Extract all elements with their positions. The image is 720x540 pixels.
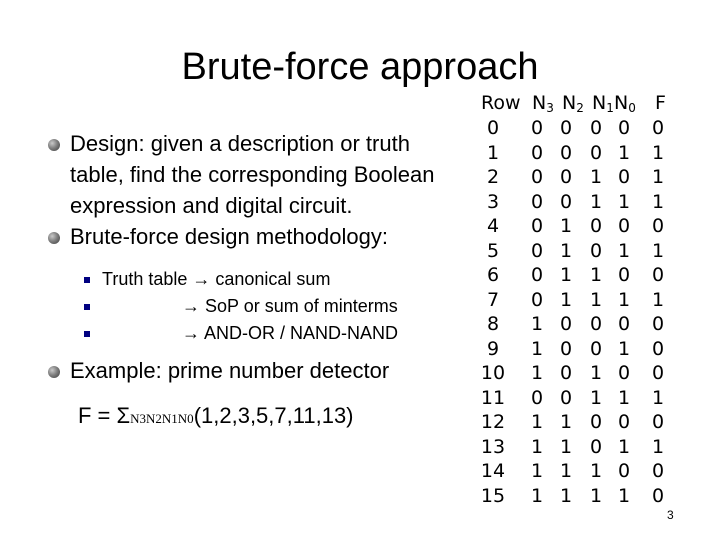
table-cell: 1: [486, 141, 500, 164]
table-cell: 0: [617, 264, 631, 286]
table-cell: 7: [486, 288, 500, 311]
slide-body: [48, 128, 458, 434]
table-cell: 1: [530, 411, 544, 433]
table-cell: 0: [651, 484, 665, 507]
table-cell: 0: [617, 460, 631, 482]
n0-column: [614, 116, 634, 508]
header-n2: $N_2$: [562, 92, 584, 115]
table-cell: 1: [530, 337, 544, 360]
f-column: [648, 116, 668, 508]
table-cell: 0: [651, 411, 665, 433]
table-cell: 10: [480, 362, 506, 384]
table-cell: 1: [559, 264, 573, 286]
table-cell: 1: [589, 484, 603, 507]
bullet-design: [48, 128, 458, 221]
table-cell: 1: [559, 215, 573, 237]
table-cell: 1: [589, 166, 603, 188]
bullet-dot-icon: [48, 139, 60, 151]
formula-args: (1,2,3,5,7,11,13): [193, 403, 354, 428]
table-cell: 0: [530, 386, 544, 409]
step-item: [48, 293, 458, 320]
table-cell: 0: [617, 215, 631, 237]
table-cell: 0: [589, 117, 603, 139]
table-cell: 0: [617, 362, 631, 384]
bullet-dot-icon: [48, 366, 60, 378]
table-cell: 0: [651, 313, 665, 335]
table-cell: 1: [651, 141, 665, 164]
table-cell: 1: [559, 411, 573, 433]
table-cell: 0: [530, 190, 544, 213]
table-cell: 1: [617, 484, 631, 507]
header-n3: $N_3$: [532, 92, 554, 115]
bullet-example-text: Example: prime number detector: [70, 358, 390, 383]
table-cell: 0: [530, 215, 544, 237]
bullet-methodology: [48, 221, 458, 252]
table-cell: 0: [559, 313, 573, 335]
table-cell: 1: [617, 386, 631, 409]
table-cell: 6: [486, 264, 500, 286]
table-cell: 0: [589, 411, 603, 433]
row-number-column: [478, 116, 508, 508]
table-cell: 0: [559, 190, 573, 213]
table-cell: 0: [589, 239, 603, 262]
table-cell: 0: [559, 386, 573, 409]
table-cell: 1: [651, 435, 665, 458]
formula-subscript: N3N2N1N0: [130, 411, 194, 426]
table-cell: 1: [651, 166, 665, 188]
table-cell: 1: [617, 239, 631, 262]
step-item: [48, 320, 458, 347]
table-cell: 0: [617, 117, 631, 139]
square-bullet-icon: [84, 304, 90, 310]
table-cell: 1: [559, 484, 573, 507]
table-cell: 1: [589, 264, 603, 286]
table-cell: 0: [617, 411, 631, 433]
table-cell: 0: [651, 460, 665, 482]
table-cell: 0: [530, 288, 544, 311]
table-cell: 0: [651, 215, 665, 237]
table-cell: 0: [486, 117, 500, 139]
table-cell: 3: [486, 190, 500, 213]
table-cell: 12: [480, 411, 506, 433]
table-cell: 1: [559, 239, 573, 262]
table-cell: 1: [651, 239, 665, 262]
table-cell: 14: [480, 460, 506, 482]
table-cell: 0: [530, 141, 544, 164]
table-cell: 1: [589, 362, 603, 384]
page-number: 3: [667, 508, 674, 522]
table-cell: 1: [530, 460, 544, 482]
table-cell: 0: [559, 141, 573, 164]
table-cell: 0: [589, 435, 603, 458]
table-cell: 13: [480, 435, 506, 458]
table-cell: 1: [589, 460, 603, 482]
step-text: Truth table → canonical sum: [102, 269, 331, 289]
step-text: → AND-OR / NAND-NAND: [182, 323, 399, 343]
bullet-example: [48, 355, 458, 386]
table-cell: 0: [530, 166, 544, 188]
table-cell: 1: [589, 386, 603, 409]
table-cell: 0: [651, 362, 665, 384]
methodology-steps: [48, 266, 458, 347]
table-cell: 1: [651, 386, 665, 409]
table-cell: 8: [486, 313, 500, 335]
table-cell: 1: [589, 190, 603, 213]
table-cell: 11: [480, 386, 506, 409]
minterm-formula: [48, 400, 458, 434]
formula-lhs: F = Σ: [78, 403, 131, 428]
table-cell: 5: [486, 239, 500, 262]
table-cell: 0: [651, 337, 665, 360]
square-bullet-icon: [84, 277, 90, 283]
table-cell: 1: [589, 288, 603, 311]
table-cell: 0: [589, 215, 603, 237]
table-cell: 0: [559, 117, 573, 139]
table-cell: 9: [486, 337, 500, 360]
table-cell: 0: [559, 337, 573, 360]
table-cell: 4: [486, 215, 500, 237]
bullet-design-text: Design: given a description or truth table, find the corresponding Boolean expression and digital circuit.: [70, 131, 435, 218]
step-item: [48, 266, 458, 293]
table-cell: 1: [559, 435, 573, 458]
table-cell: 0: [651, 264, 665, 286]
header-f: F: [655, 92, 666, 114]
slide-title: Brute-force approach: [181, 46, 539, 88]
table-cell: 1: [617, 435, 631, 458]
table-cell: 1: [617, 141, 631, 164]
header-row: Row: [481, 92, 521, 114]
n1-column: [586, 116, 606, 508]
table-cell: 2: [486, 166, 500, 188]
table-cell: 0: [530, 264, 544, 286]
step-text: → SoP or sum of minterms: [182, 296, 398, 316]
table-cell: 1: [651, 288, 665, 311]
bullet-dot-icon: [48, 232, 60, 244]
table-cell: 0: [559, 166, 573, 188]
table-cell: 1: [559, 460, 573, 482]
table-cell: 1: [617, 288, 631, 311]
table-cell: 1: [530, 435, 544, 458]
table-cell: 1: [530, 313, 544, 335]
n2-column: [556, 116, 576, 508]
table-cell: 1: [530, 362, 544, 384]
table-cell: 1: [651, 190, 665, 213]
table-cell: 0: [589, 337, 603, 360]
table-cell: 0: [651, 117, 665, 139]
table-cell: 15: [480, 484, 506, 507]
table-cell: 0: [530, 117, 544, 139]
table-cell: 1: [530, 484, 544, 507]
table-cell: 1: [617, 190, 631, 213]
table-cell: 0: [559, 362, 573, 384]
table-cell: 0: [617, 166, 631, 188]
table-cell: 0: [617, 313, 631, 335]
square-bullet-icon: [84, 331, 90, 337]
table-cell: 0: [530, 239, 544, 262]
table-cell: 1: [617, 337, 631, 360]
table-cell: 0: [589, 141, 603, 164]
header-n0: $N_0$: [614, 92, 636, 115]
n3-column: [527, 116, 547, 508]
bullet-methodology-text: Brute-force design methodology:: [70, 224, 388, 249]
header-n1: $N_1$: [592, 92, 614, 115]
table-cell: 0: [589, 313, 603, 335]
table-cell: 1: [559, 288, 573, 311]
